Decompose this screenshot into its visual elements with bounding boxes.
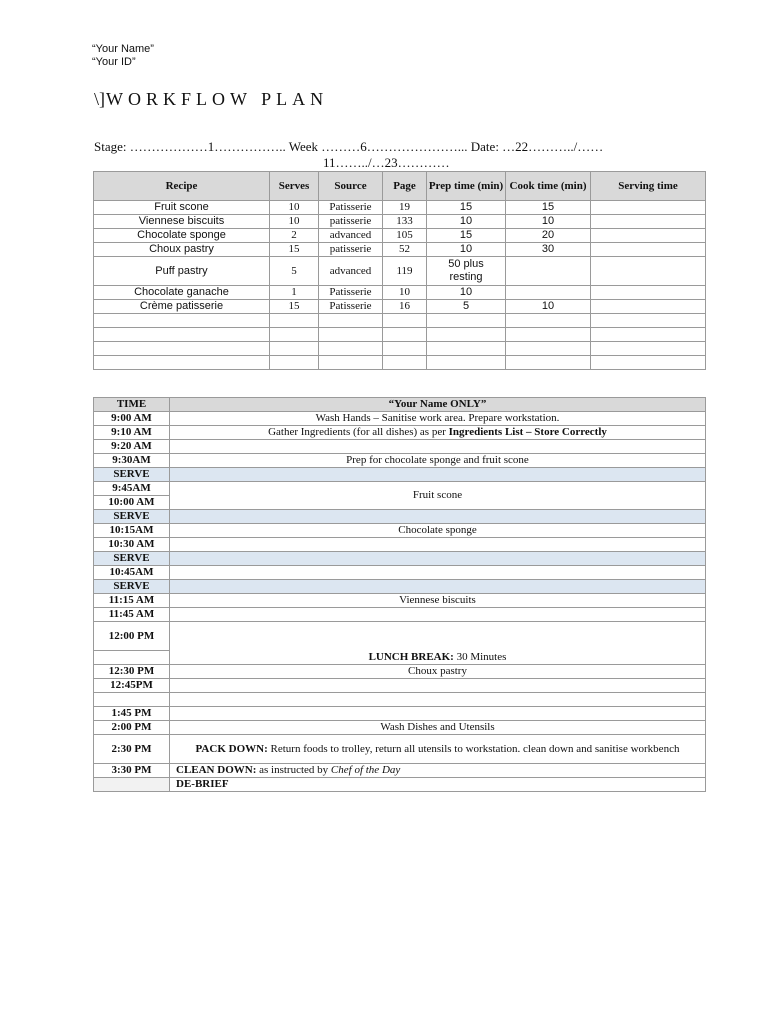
cook-time-cell	[506, 314, 591, 328]
lunch-break-label: LUNCH BREAK:	[368, 651, 454, 663]
schedule-row	[94, 524, 706, 538]
recipe-row	[94, 243, 706, 257]
cook-time-cell	[506, 342, 591, 356]
page-cell: 16	[383, 300, 427, 314]
serves-cell: 2	[270, 229, 319, 243]
serves-cell: 1	[270, 286, 319, 300]
prep-time-cell: 10	[427, 215, 506, 229]
source-cell: Patisserie	[319, 286, 383, 300]
schedule-row	[94, 426, 706, 440]
time-cell: 10:00 AM	[94, 496, 170, 510]
task-cell: Choux pastry	[170, 665, 706, 679]
schedule-row	[94, 608, 706, 622]
serving-time-cell	[591, 257, 706, 286]
prep-time-cell	[427, 328, 506, 342]
source-cell: Patisserie	[319, 300, 383, 314]
recipe-name-cell: Fruit scone	[94, 201, 270, 215]
time-cell: 3:30 PM	[94, 764, 170, 778]
time-cell: 9:10 AM	[94, 426, 170, 440]
serving-time-cell	[591, 243, 706, 257]
prep-time-cell: 15	[427, 201, 506, 215]
schedule-row	[94, 679, 706, 693]
source-cell: patisserie	[319, 243, 383, 257]
serves-cell: 15	[270, 300, 319, 314]
schedule-row	[94, 721, 706, 735]
schedule-row	[94, 622, 706, 651]
prep-time-cell	[427, 314, 506, 328]
page-cell: 133	[383, 215, 427, 229]
recipe-name-cell: Chocolate ganache	[94, 286, 270, 300]
page-cell: 105	[383, 229, 427, 243]
task-cell	[170, 426, 706, 440]
time-cell	[94, 778, 170, 792]
debrief-cell: DE-BRIEF	[170, 778, 706, 792]
time-cell	[94, 651, 170, 665]
task-cell	[170, 440, 706, 454]
task-cell	[170, 552, 706, 566]
page-title	[94, 89, 328, 110]
prep-time-cell: 10	[427, 243, 506, 257]
prep-time-cell: 50 plus resting	[427, 257, 506, 286]
page-cell	[383, 314, 427, 328]
cook-time-cell	[506, 328, 591, 342]
serving-time-cell	[591, 328, 706, 342]
header-source: Source	[319, 172, 383, 201]
time-cell: 10:30 AM	[94, 538, 170, 552]
recipe-name-cell: Crème patisserie	[94, 300, 270, 314]
page-cell: 10	[383, 286, 427, 300]
task-cell	[170, 608, 706, 622]
source-cell: patisserie	[319, 215, 383, 229]
pack-down-text: Return foods to trolley, return all utensils to workstation. clean down and sanitise workbench	[267, 742, 680, 755]
serves-cell: 5	[270, 257, 319, 286]
serves-cell: 10	[270, 215, 319, 229]
cook-time-cell	[506, 356, 591, 370]
time-cell: 10:45AM	[94, 566, 170, 580]
recipe-name-cell	[94, 314, 270, 328]
serves-cell	[270, 328, 319, 342]
recipe-name-cell: Puff pastry	[94, 257, 270, 286]
serve-row	[94, 580, 706, 594]
schedule-header-time: TIME	[94, 398, 170, 412]
task-cell	[170, 510, 706, 524]
schedule-row	[94, 693, 706, 707]
page-cell	[383, 356, 427, 370]
clean-down-label: CLEAN DOWN:	[176, 764, 257, 776]
schedule-row	[94, 764, 706, 778]
cook-time-cell	[506, 286, 591, 300]
schedule-row	[94, 665, 706, 679]
student-id: “Your ID”	[92, 56, 136, 68]
serves-cell	[270, 342, 319, 356]
task-cell: Wash Dishes and Utensils	[170, 721, 706, 735]
cook-time-cell: 15	[506, 201, 591, 215]
cook-time-cell: 20	[506, 229, 591, 243]
pack-down-cell	[170, 735, 706, 764]
serve-row	[94, 510, 706, 524]
serving-time-cell	[591, 314, 706, 328]
recipe-name-cell: Choux pastry	[94, 243, 270, 257]
task-cell: Chocolate sponge	[170, 524, 706, 538]
source-cell	[319, 314, 383, 328]
schedule-row	[94, 566, 706, 580]
recipe-row	[94, 257, 706, 286]
source-cell	[319, 328, 383, 342]
recipe-row	[94, 201, 706, 215]
schedule-row	[94, 482, 706, 496]
schedule-row	[94, 538, 706, 552]
serve-label: SERVE	[94, 468, 170, 482]
lunch-break-cell	[170, 622, 706, 665]
time-cell: 2:00 PM	[94, 721, 170, 735]
recipe-name-cell: Chocolate sponge	[94, 229, 270, 243]
serving-time-cell	[591, 286, 706, 300]
schedule-header-row	[94, 398, 706, 412]
time-cell: 9:45AM	[94, 482, 170, 496]
task-text: Gather Ingredients (for all dishes) as per	[268, 426, 449, 438]
header-serving-time: Serving time	[591, 172, 706, 201]
source-cell: advanced	[319, 229, 383, 243]
recipe-name-cell	[94, 342, 270, 356]
task-cell	[170, 538, 706, 552]
time-cell: 12:30 PM	[94, 665, 170, 679]
prep-time-cell: 10	[427, 286, 506, 300]
schedule-row	[94, 735, 706, 764]
recipe-row	[94, 356, 706, 370]
chef-of-the-day: Chef of the Day	[330, 764, 401, 776]
title-prefix: \]	[94, 89, 105, 109]
recipe-row	[94, 229, 706, 243]
task-cell	[170, 679, 706, 693]
prep-time-cell: 15	[427, 229, 506, 243]
prep-time-cell: 5	[427, 300, 506, 314]
task-cell: Fruit scone	[170, 482, 706, 510]
serves-cell: 10	[270, 201, 319, 215]
time-cell: 11:45 AM	[94, 608, 170, 622]
task-cell	[170, 580, 706, 594]
page-cell	[383, 328, 427, 342]
serving-time-cell	[591, 201, 706, 215]
source-cell	[319, 356, 383, 370]
schedule-row	[94, 440, 706, 454]
cook-time-cell	[506, 257, 591, 286]
cook-time-cell: 30	[506, 243, 591, 257]
task-cell: Wash Hands – Sanitise work area. Prepare workstation.	[170, 412, 706, 426]
task-cell	[170, 693, 706, 707]
recipe-name-cell: Viennese biscuits	[94, 215, 270, 229]
recipe-row	[94, 314, 706, 328]
pack-down-label: PACK DOWN:	[195, 742, 268, 755]
clean-down-text: as instructed by	[256, 764, 331, 776]
header-serves: Serves	[270, 172, 319, 201]
header-recipe: Recipe	[94, 172, 270, 201]
serves-cell	[270, 356, 319, 370]
recipe-table-header	[94, 172, 706, 201]
task-cell	[170, 468, 706, 482]
serving-time-cell	[591, 356, 706, 370]
serving-time-cell	[591, 300, 706, 314]
cook-time-cell: 10	[506, 215, 591, 229]
task-cell: Viennese biscuits	[170, 594, 706, 608]
serve-row	[94, 468, 706, 482]
task-cell	[170, 707, 706, 721]
cook-time-cell: 10	[506, 300, 591, 314]
source-cell	[319, 342, 383, 356]
title-text: WORKFLOW PLAN	[106, 89, 329, 109]
recipe-row	[94, 342, 706, 356]
page-cell: 52	[383, 243, 427, 257]
source-cell: Patisserie	[319, 201, 383, 215]
stage-week-date-line: Stage: ………………1…………….. Week ………6…………………... Date: …22………../……	[94, 139, 604, 154]
source-cell: advanced	[319, 257, 383, 286]
schedule-row	[94, 594, 706, 608]
serve-label: SERVE	[94, 580, 170, 594]
recipe-table	[93, 171, 706, 370]
recipe-row	[94, 215, 706, 229]
time-cell: 1:45 PM	[94, 707, 170, 721]
schedule-row	[94, 454, 706, 468]
schedule-header-task: “Your Name ONLY”	[170, 398, 706, 412]
page-cell: 19	[383, 201, 427, 215]
schedule-table	[93, 397, 706, 792]
time-cell	[94, 693, 170, 707]
recipe-row	[94, 300, 706, 314]
time-cell: 9:30AM	[94, 454, 170, 468]
task-cell	[170, 566, 706, 580]
header-cook-time: Cook time (min)	[506, 172, 591, 201]
prep-time-cell	[427, 356, 506, 370]
serve-row	[94, 552, 706, 566]
task-emphasis: Ingredients List – Store Correctly	[448, 426, 607, 438]
prep-time-cell	[427, 342, 506, 356]
schedule-row	[94, 707, 706, 721]
time-cell: 9:00 AM	[94, 412, 170, 426]
header-prep-time: Prep time (min)	[427, 172, 506, 201]
page-cell	[383, 342, 427, 356]
stage-week-date-line-2: 11……../…23…………	[323, 155, 450, 170]
schedule-row	[94, 412, 706, 426]
recipe-row	[94, 328, 706, 342]
time-cell: 9:20 AM	[94, 440, 170, 454]
serving-time-cell	[591, 342, 706, 356]
task-cell: Prep for chocolate sponge and fruit scone	[170, 454, 706, 468]
recipe-name-cell	[94, 356, 270, 370]
header-page: Page	[383, 172, 427, 201]
recipe-row	[94, 286, 706, 300]
time-cell: 11:15 AM	[94, 594, 170, 608]
clean-down-cell	[170, 764, 706, 778]
time-cell: 12:45PM	[94, 679, 170, 693]
serving-time-cell	[591, 229, 706, 243]
lunch-break-duration: 30 Minutes	[453, 651, 507, 663]
time-cell: 10:15AM	[94, 524, 170, 538]
recipe-name-cell	[94, 328, 270, 342]
serve-label: SERVE	[94, 552, 170, 566]
time-cell: 12:00 PM	[94, 622, 170, 651]
time-cell: 2:30 PM	[94, 735, 170, 764]
schedule-row	[94, 778, 706, 792]
student-name: “Your Name”	[92, 43, 154, 55]
serving-time-cell	[591, 215, 706, 229]
page-cell: 119	[383, 257, 427, 286]
serves-cell: 15	[270, 243, 319, 257]
serves-cell	[270, 314, 319, 328]
serve-label: SERVE	[94, 510, 170, 524]
